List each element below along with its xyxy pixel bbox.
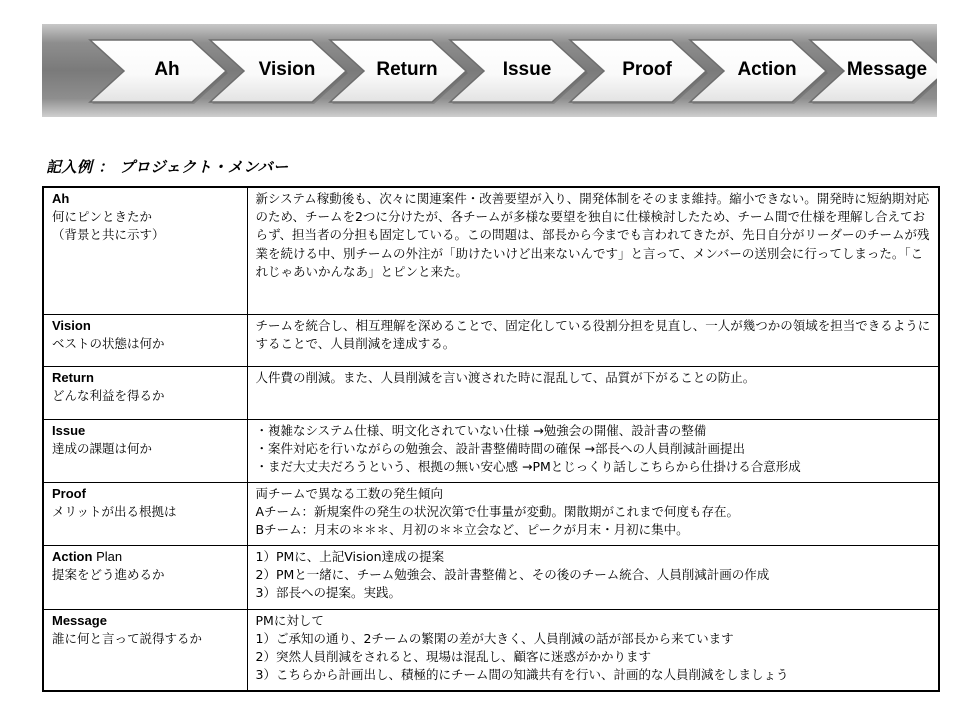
example-title: 記入例 ： プロジェクト・メンバー (46, 158, 289, 176)
row-content-text: 人件費の削減。また、人員削減を言い渡された時に混乱して、品質が下がることの防止。 (255, 369, 756, 385)
row-content-line: ・案件対応を行いながらの勉強会、設計書整備時間の確保 →部長への人員削減計画提出 (255, 440, 745, 456)
step-label-proof: Proof (622, 59, 672, 80)
row-content-line: ・まだ大丈夫だろうという、根拠の無い安心感 →PMとじっくり話しこちらから仕掛ける合意形成 (255, 458, 801, 474)
step-label-issue: Issue (502, 59, 552, 80)
row-label: Message (52, 612, 107, 628)
row-content-cell (247, 545, 939, 609)
step-label-action: Action (737, 59, 797, 80)
row-question: 達成の課題は何か (52, 440, 153, 456)
row-content-line: 1）PMに、上記Vision達成の提案 (255, 548, 445, 564)
row-label: Vision (52, 317, 91, 333)
table-row-issue (43, 419, 939, 482)
step-label-message: Message (846, 59, 928, 80)
row-question: 提案をどう進めるか (52, 566, 165, 582)
row-content-line: 両チームで異なる工数の発生傾向 (255, 485, 444, 501)
canvas-table (42, 186, 940, 692)
table-row-action (43, 545, 939, 609)
step-label-vision: Vision (258, 59, 316, 80)
row-content-line: ・複雑なシステム仕様、明文化されていない仕様 →勉強会の開催、設計書の整備 (255, 422, 707, 438)
row-content-line: PMに対して (255, 612, 324, 628)
row-label: Return (52, 369, 94, 385)
row-content-cell (247, 366, 939, 419)
row-label-cell (43, 187, 247, 314)
row-label: Proof (52, 485, 86, 501)
row-question: 誰に何と言って説得するか (52, 630, 203, 646)
row-label-cell (43, 366, 247, 419)
row-label-cell (43, 609, 247, 691)
row-content-line: 3）部長への提案。実践。 (255, 584, 401, 600)
table-row-return (43, 366, 939, 419)
process-band (42, 24, 937, 117)
row-content-cell (247, 482, 939, 545)
row-content-line: 2）PMと一緒に、チーム勉強会、設計書整備と、その後のチーム統合、人員削減計画の作成 (255, 566, 770, 582)
row-content-line: Bチーム：月末の＊＊＊、月初の＊＊立会など、ピークが月末・月初に集中。 (255, 521, 689, 537)
row-label-suffix: Plan (92, 548, 123, 564)
table-row-vision (43, 314, 939, 366)
row-content-text: チームを統合し、相互理解を深めることで、固定化している役割分担を見直し、一人が幾つかの領域を担当できるようにすることで、人員削減を達成する。 (255, 317, 931, 351)
row-question: ベストの状態は何か (52, 335, 165, 351)
row-content-cell (247, 187, 939, 314)
row-question: 何にピンときたか (52, 209, 153, 225)
row-content-line: 2）突然人員削減をされると、現場は混乱し、顧客に迷惑がかかります (255, 648, 651, 664)
table-row-ah (43, 187, 939, 314)
row-content-line: 1）ご承知の通り、2チームの繁閑の差が大きく、人員削減の話が部長から来ています (255, 630, 734, 646)
table-row-proof (43, 482, 939, 545)
step-label-ah: Ah (154, 59, 180, 80)
row-label-cell (43, 419, 247, 482)
step-label-return: Return (376, 59, 438, 80)
row-question: メリットが出る根拠は (52, 503, 177, 519)
row-label-cell (43, 314, 247, 366)
row-content-text: 新システム稼動後も、次々に関連案件・改善要望が入り、開発体制をそのまま維持。縮小できない。開発時に短納期対応のため、チームを2つに分けたが、各チームが多様な要望を独自に仕様検討したため、チーム間で仕様を理解し合えておらず、担当者の分担も固定している。この問題は、部長から今までも言われてきたが、先日自分がリーダーのチームが残業を続ける中、別チームの外注が「助けたいけど出来ないんです」と言って、メンバーの送別会に行ってしまった。「これじゃあいかんなあ」とピンと来た。 (255, 191, 930, 279)
row-label: Action (52, 548, 93, 564)
row-content-line: 3）こちらから計画出し、積極的にチーム間の知識共有を行い、計画的な人員削減をしましょう (255, 667, 789, 683)
row-question: どんな利益を得るか (52, 387, 165, 403)
row-content-cell (247, 314, 939, 366)
row-content-cell (247, 609, 939, 691)
row-label-cell (43, 482, 247, 545)
row-label: Ah (52, 191, 70, 206)
row-label: Issue (52, 422, 86, 438)
table-row-message (43, 609, 939, 691)
row-content-line: Aチーム：新規案件の発生の状況次第で仕事量が変動。閑散期がこれまで何度も存在。 (255, 503, 740, 519)
row-label-cell (43, 545, 247, 609)
row-question: （背景と共に示す） (52, 227, 165, 243)
row-content-cell (247, 419, 939, 482)
